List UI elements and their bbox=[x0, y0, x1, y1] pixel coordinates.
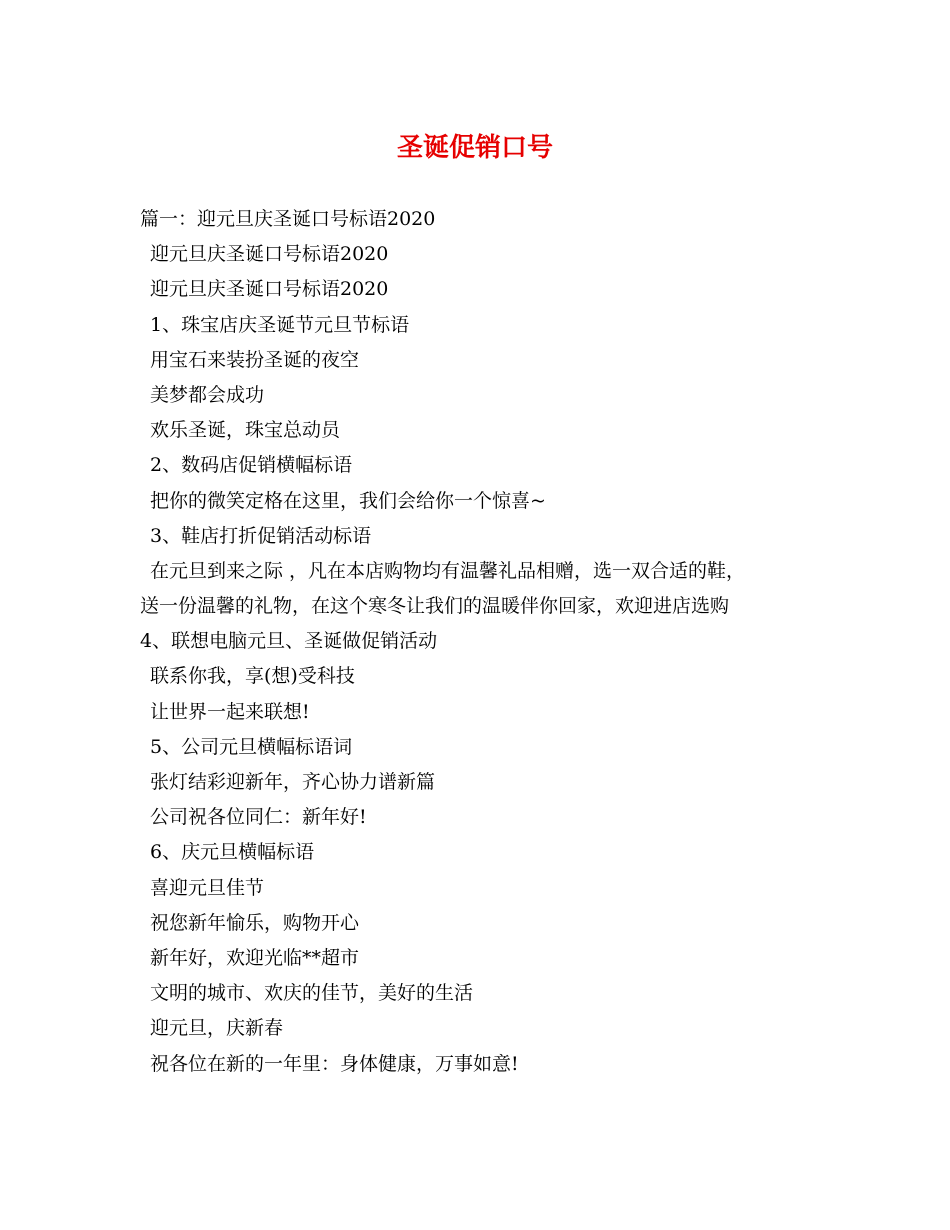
document-body bbox=[140, 202, 840, 1082]
body-line: 让世界一起来联想! bbox=[150, 700, 310, 723]
body-line: 送一份温馨的礼物，在这个寒冬让我们的温暖伴你回家，欢迎进店选购 bbox=[140, 595, 730, 618]
body-line: 迎元旦，庆新春 bbox=[150, 1017, 284, 1040]
body-line: 喜迎元旦佳节 bbox=[150, 876, 265, 899]
body-line: 迎元旦庆圣诞口号标语2020 bbox=[150, 278, 389, 301]
body-line: 新年好，欢迎光临**超市 bbox=[150, 946, 360, 969]
body-line: 篇一：迎元旦庆圣诞口号标语2020 bbox=[140, 208, 436, 230]
body-line: 张灯结彩迎新年，齐心协力谱新篇 bbox=[150, 771, 436, 793]
body-line: 5、公司元旦横幅标语词 bbox=[150, 735, 353, 758]
body-line: 公司祝各位同仁：新年好! bbox=[150, 806, 367, 829]
document-title: 圣诞促销口号 bbox=[396, 133, 553, 163]
body-line: 4、联想电脑元旦、圣诞做促销活动 bbox=[140, 630, 438, 653]
body-line: 1、珠宝店庆圣诞节元旦节标语 bbox=[150, 313, 410, 336]
body-line: 祝您新年愉乐，购物开心 bbox=[150, 911, 360, 934]
body-line: 迎元旦庆圣诞口号标语2020 bbox=[150, 243, 389, 266]
body-line: 把你的微笑定格在这里，我们会给你一个惊喜~ bbox=[150, 489, 546, 512]
body-line: 欢乐圣诞，珠宝总动员 bbox=[150, 419, 341, 442]
body-line: 祝各位在新的一年里：身体健康，万事如意! bbox=[150, 1052, 519, 1075]
body-line: 美梦都会成功 bbox=[150, 383, 265, 406]
body-line: 6、庆元旦横幅标语 bbox=[150, 841, 315, 864]
body-line: 3、鞋店打折促销活动标语 bbox=[150, 524, 372, 547]
body-line: 用宝石来装扮圣诞的夜空 bbox=[150, 348, 360, 371]
body-line: 联系你我，享(想)受科技 bbox=[150, 665, 355, 688]
body-line: 在元旦到来之际 ，凡在本店购物均有温馨礼品相赠，选一双合适的鞋， bbox=[150, 559, 746, 582]
body-line: 2、数码店促销横幅标语 bbox=[150, 454, 353, 477]
body-line: 文明的城市、欢庆的佳节，美好的生活 bbox=[150, 982, 474, 1005]
